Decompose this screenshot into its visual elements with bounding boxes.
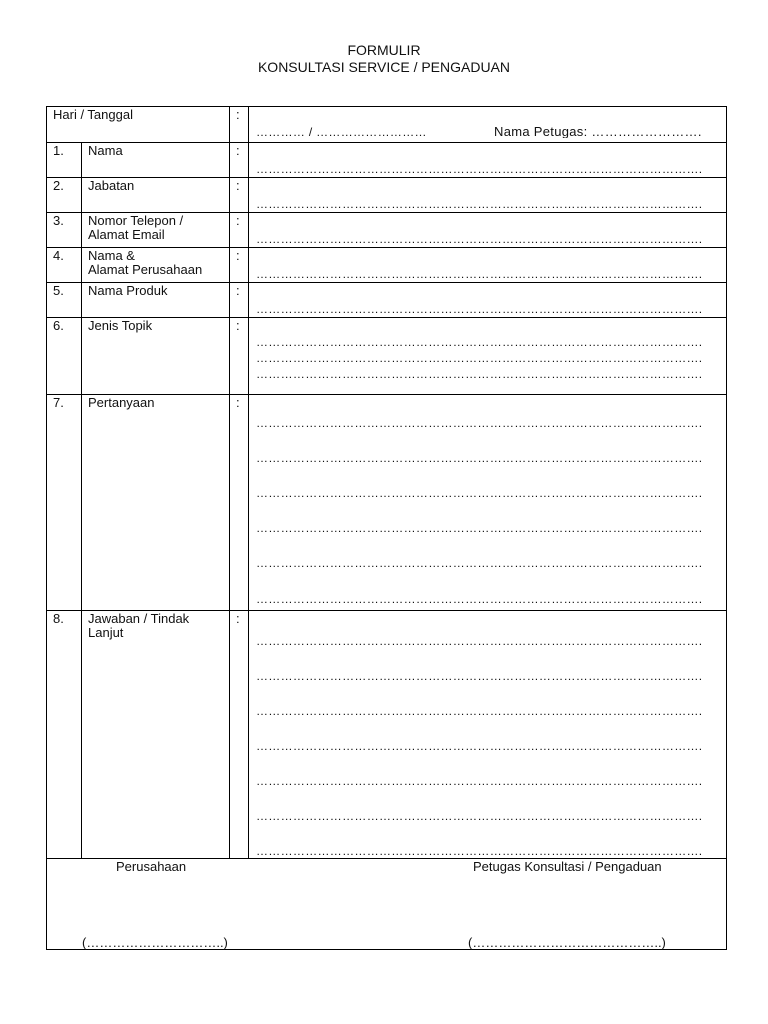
answer-line[interactable]: ………………………………………………………………………………………………. xyxy=(256,670,703,682)
answer-line[interactable]: ………………………………………………………………………………………………. xyxy=(256,368,703,380)
officer-signature-field[interactable]: (……………………………………..) xyxy=(468,935,666,950)
company-signature-field[interactable]: (…………………………..) xyxy=(82,935,228,950)
row-label: Pertanyaan xyxy=(88,395,155,410)
answer-line[interactable]: ………………………………………………………………………………………………. xyxy=(256,417,703,429)
date-field[interactable]: ………… / ……………………… xyxy=(256,126,427,138)
answer-line[interactable]: ………………………………………………………………………………………………. xyxy=(256,163,703,175)
colon: : xyxy=(236,283,240,298)
officer-signature-label: Petugas Konsultasi / Pengaduan xyxy=(473,859,662,874)
row-label: Jenis Topik xyxy=(88,318,153,333)
colon: : xyxy=(236,318,240,333)
row-number: 1. xyxy=(53,143,64,158)
answer-line[interactable]: ………………………………………………………………………………………………. xyxy=(256,845,703,857)
form-subtitle: KONSULTASI SERVICE / PENGADUAN xyxy=(257,59,511,75)
colon: : xyxy=(236,611,240,626)
colon: : xyxy=(236,178,240,193)
answer-line[interactable]: ………………………………………………………………………………………………. xyxy=(256,775,703,787)
row-number: 8. xyxy=(53,611,64,626)
form-title: FORMULIR xyxy=(347,42,421,58)
column-divider xyxy=(248,107,249,858)
row-perusahaan xyxy=(47,247,726,282)
colon: : xyxy=(236,213,240,228)
answer-line[interactable]: ………………………………………………………………………………………………. xyxy=(256,336,703,348)
answer-line[interactable]: ………………………………………………………………………………………………. xyxy=(256,705,703,717)
colon: : xyxy=(236,248,240,263)
row-number: 7. xyxy=(53,395,64,410)
answer-line[interactable]: ………………………………………………………………………………………………. xyxy=(256,352,703,364)
row-label: Nomor Telepon / Alamat Email xyxy=(88,213,184,242)
answer-line[interactable]: ………………………………………………………………………………………………. xyxy=(256,635,703,647)
row-pertanyaan xyxy=(47,394,726,610)
answer-line[interactable]: ………………………………………………………………………………………………. xyxy=(256,233,703,245)
row-label: Jawaban / Tindak Lanjut xyxy=(88,611,190,640)
answer-line[interactable]: ………………………………………………………………………………………………. xyxy=(256,487,703,499)
answer-line[interactable]: ………………………………………………………………………………………………. xyxy=(256,303,703,315)
colon: : xyxy=(236,107,240,122)
answer-line[interactable]: ………………………………………………………………………………………………. xyxy=(256,557,703,569)
answer-line[interactable]: ………………………………………………………………………………………………. xyxy=(256,810,703,822)
answer-line[interactable]: ………………………………………………………………………………………………. xyxy=(256,268,703,280)
row-number: 2. xyxy=(53,178,64,193)
row-nama xyxy=(47,142,726,177)
row-label: Nama xyxy=(88,143,123,158)
row-jenis-topik xyxy=(47,317,726,394)
company-signature-label: Perusahaan xyxy=(116,859,187,874)
answer-line[interactable]: ………………………………………………………………………………………………. xyxy=(256,452,703,464)
row-label: Nama & Alamat Perusahaan xyxy=(88,248,203,277)
signature-row xyxy=(47,858,726,951)
row-number: 4. xyxy=(53,248,64,263)
row-telepon-email xyxy=(47,212,726,247)
row-jawaban xyxy=(47,610,726,858)
answer-line[interactable]: ………………………………………………………………………………………………. xyxy=(256,740,703,752)
row-number: 5. xyxy=(53,283,64,298)
answer-line[interactable]: ………………………………………………………………………………………………. xyxy=(256,593,703,605)
date-row xyxy=(47,107,726,142)
row-number: 6. xyxy=(53,318,64,333)
column-divider xyxy=(229,107,230,858)
form-table xyxy=(46,106,727,950)
colon: : xyxy=(236,395,240,410)
officer-name-field[interactable]: Nama Petugas: ……………………. xyxy=(494,126,702,138)
colon: : xyxy=(236,143,240,158)
row-label: Jabatan xyxy=(88,178,135,193)
row-jabatan xyxy=(47,177,726,212)
column-divider xyxy=(81,142,82,858)
row-label: Nama Produk xyxy=(88,283,168,298)
row-produk xyxy=(47,282,726,317)
answer-line[interactable]: ………………………………………………………………………………………………. xyxy=(256,522,703,534)
date-label: Hari / Tanggal xyxy=(53,107,133,122)
row-number: 3. xyxy=(53,213,64,228)
answer-line[interactable]: ………………………………………………………………………………………………. xyxy=(256,198,703,210)
